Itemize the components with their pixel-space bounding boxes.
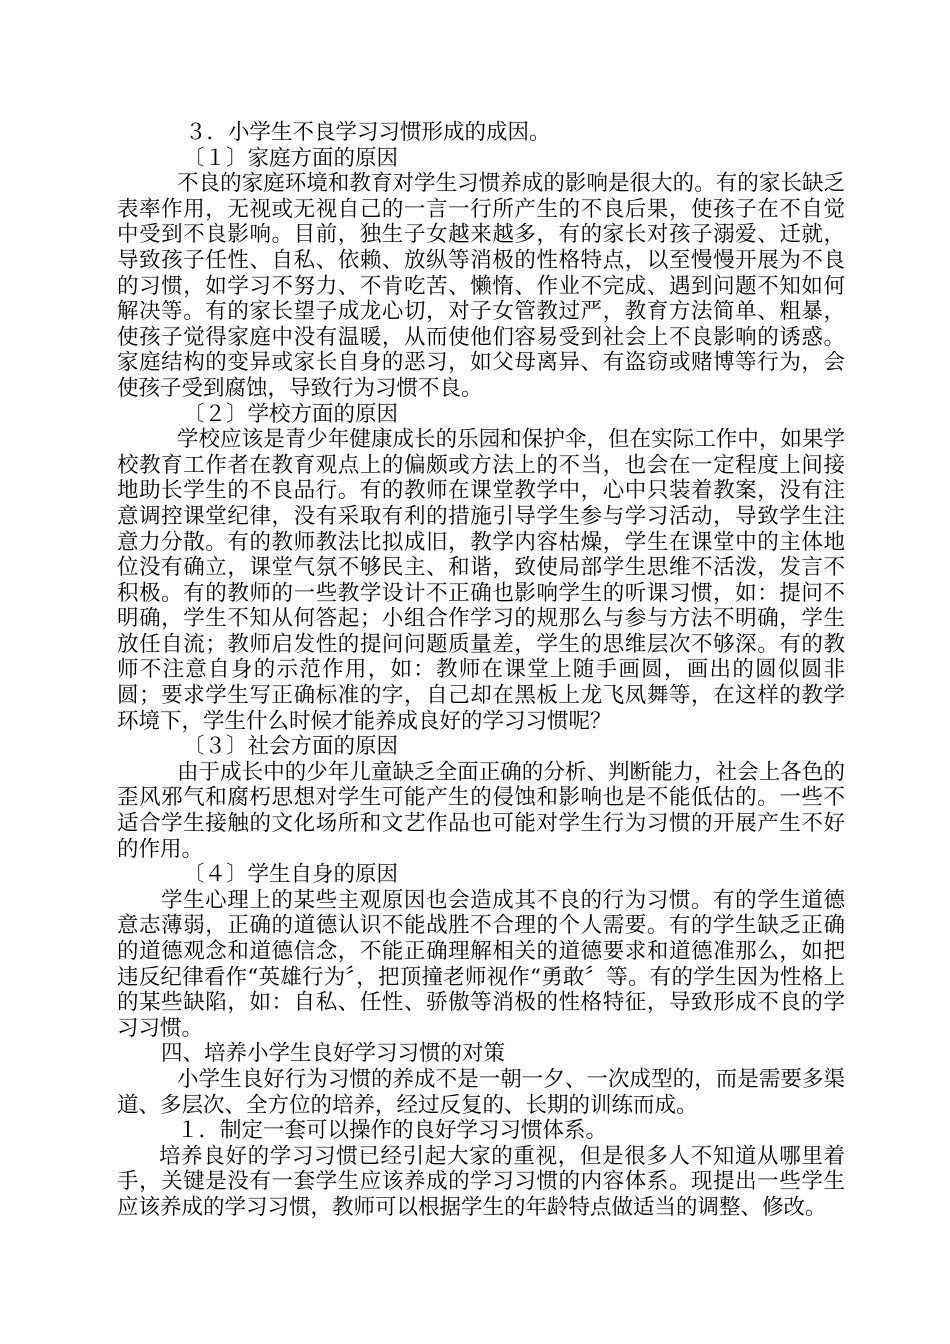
subheading-student-reasons: 〔４〕学生自身的原因 — [183, 862, 399, 888]
subheading-school-reasons: 〔２〕学校方面的原因 — [183, 401, 399, 427]
paragraph-family: 不良的家庭环境和教育对学生习惯养成的影响是很大的。有的家长缺乏表率作用，无视或无视自己的一言一行所产生的不良后果，使孩子在不自觉中受到不良影响。目前，独生子女越来越多，有的家长对孩子溺爱、迁就，导致孩子任性、自私、依赖、放纵等消极的性格特点，以至慢慢开展为不良的习惯，如学习不努力、不肯吃苦、懒惰、作业不完成、遇到问题不知如何解决等。有的家长望子成龙心切，对子女管教过严，教育方法简单、粗暴，使孩子觉得家庭中没有温暖，从而使他们容易受到社会上不良影响的诱惑。家庭结构的变异或家长自身的恶习，如父母离异、有盗窃或赌博等行为，会使孩子受到腐蚀，导致行为习惯不良。 — [117, 171, 845, 401]
paragraph-habit-system: 培养良好的学习习惯已经引起大家的重视，但是很多人不知道从哪里着手，关键是没有一套学生应该养成的学习习惯的内容体系。现提出一些学生应该养成的学习习惯，教师可以根据学生的年龄特点做适当的调整、修改。 — [117, 1143, 845, 1220]
item-heading-1: １．制定一套可以操作的良好学习习惯体系。 — [177, 1118, 608, 1144]
paragraph-society: 由于成长中的少年儿童缺乏全面正确的分析、判断能力，社会上各色的歪风邪气和腐朽思想对学生可能产生的侵蚀和影响也是不能低估的。一些不适合学生接触的文化场所和文艺作品也可能对学生行为习惯的开展产生不好的作用。 — [117, 759, 845, 862]
section-heading-3: ３．小学生不良学习习惯形成的成因。 — [185, 120, 551, 145]
paragraph-strategy-intro: 小学生良好行为习惯的养成不是一朝一夕、一次成型的，而是需要多渠道、多层次、全方位的培养，经过反复的、长期的训练而成。 — [117, 1066, 845, 1118]
section-heading-4: 四、培养小学生良好学习习惯的对策 — [161, 1041, 506, 1067]
paragraph-student: 学生心理上的某些主观原因也会造成其不良的行为习惯。有的学生道德意志薄弱，正确的道德认识不能战胜不合理的个人需要。有的学生缺乏正确的道德观念和道德信念，不能正确理解相关的道德要求和道德准那么，如把违反纪律看作“英雄行为〞，把顶撞老师视作“勇敢〞等。有的学生因为性格上的某些缺陷，如：自私、任性、骄傲等消极的性格特征，导致形成不良的学习习惯。 — [117, 887, 845, 1041]
subheading-family-reasons: 〔１〕家庭方面的原因 — [183, 145, 399, 171]
paragraph-school: 学校应该是青少年健康成长的乐园和保护伞，但在实际工作中，如果学校教育工作者在教育观点上的偏颇或方法上的不当，也会在一定程度上间接地助长学生的不良品行。有的教师在课堂教学中，心中只装着教案，没有注意调控课堂纪律，没有采取有利的措施引导学生参与学习活动，导致学生注意力分散。有的教师教法比拟成旧，教学内容枯燥，学生在课堂中的主体地位没有确立，课堂气氛不够民主、和谐，致使局部学生思维不活泼，发言不积极。有的教师的一些教学设计不正确也影响学生的听课习惯，如：提问不明确，学生不知从何答起；小组合作学习的规那么与参与方法不明确，学生放任自流；教师启发性的提问问题质量差，学生的思维层次不够深。有的教师不注意自身的示范作用，如：教师在课堂上随手画圆，画出的圆似圆非圆；要求学生写正确标准的字，自己却在黑板上龙飞凤舞等，在这样的教学环境下，学生什么时候才能养成良好的学习习惯呢？ — [117, 427, 845, 734]
subheading-society-reasons: 〔３〕社会方面的原因 — [183, 734, 399, 760]
document-body — [117, 120, 845, 1221]
